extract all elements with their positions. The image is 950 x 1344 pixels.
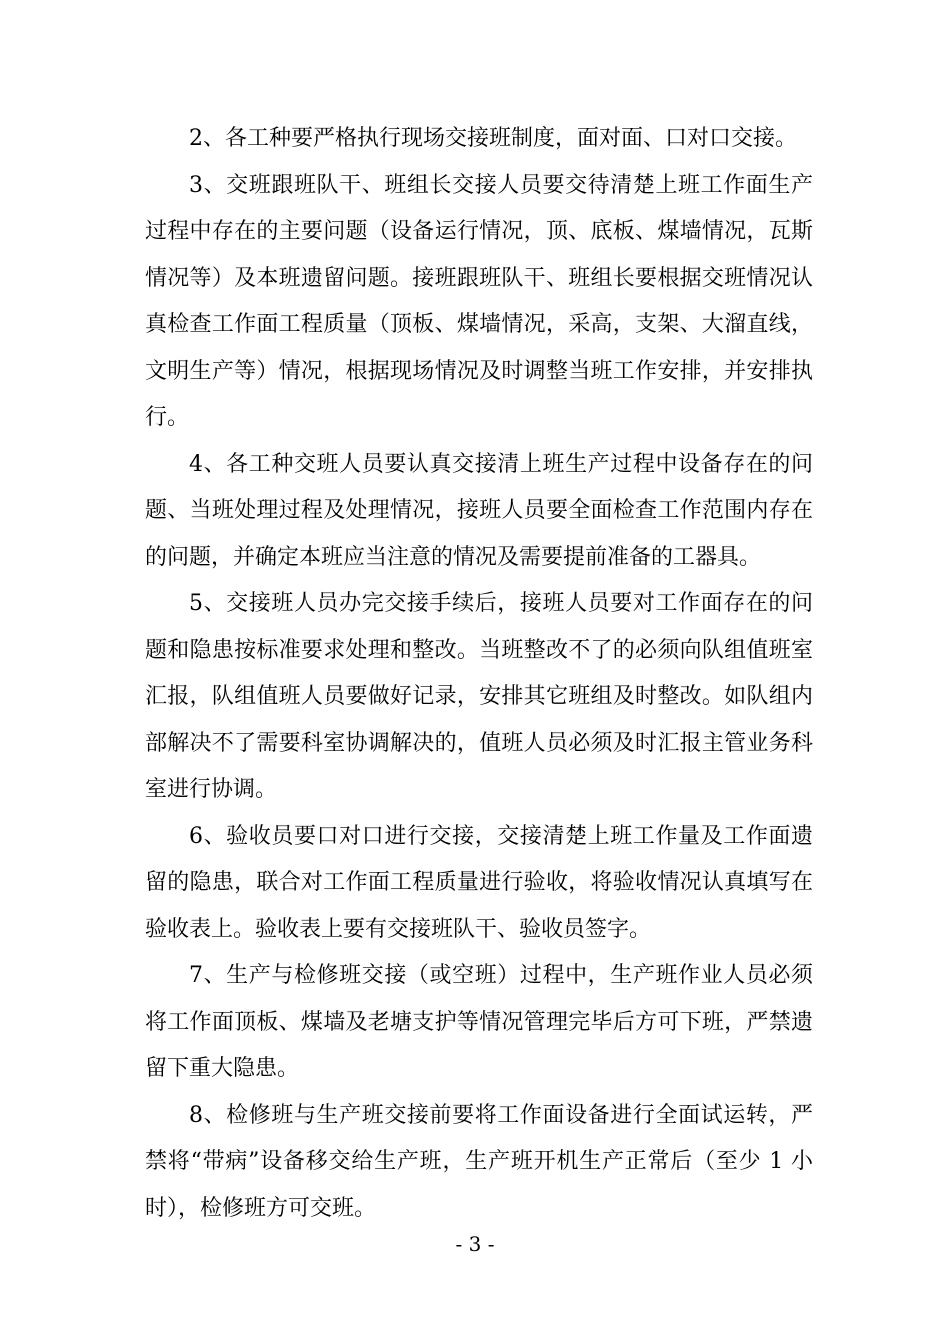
paragraph-item-6: 6、验收员要口对口进行交接，交接清楚上班工作量及工作面遗留的隐患，联合对工作面工程质量进行验收，将验收情况认真填写在验收表上。验收表上要有交接班队干、验收员签字。 (145, 823, 813, 942)
paragraph-item-3: 3、交班跟班队干、班组长交接人员要交待清楚上班工作面生产过程中存在的主要问题（设备运行情况，顶、底板、煤墙情况，瓦斯情况等）及本班遗留问题。接班跟班队干、班组长要根据交班情况认真检查工作面工程质量（顶板、煤墙情况，采高，支架、大溜直线，文明生产等）情况，根据现场情况及时调整当班工作安排，并安排执行。 (145, 172, 813, 430)
page-number: - 3 - (455, 1232, 495, 1256)
paragraph-item-4: 4、各工种交班人员要认真交接清上班生产过程中设备存在的问题、当班处理过程及处理情况，接班人员要全面检查工作范围内存在的问题，并确定本班应当注意的情况及需要提前准备的工器具。 (145, 451, 813, 570)
paragraph-item-8: 8、检修班与生产班交接前要将工作面设备进行全面试运转，严禁将“带病”设备移交给生产班，生产班开机生产正常后（至少 1 小时），检修班方可交班。 (145, 1102, 813, 1221)
paragraph-item-5: 5、交接班人员办完交接手续后，接班人员要对工作面存在的问题和隐患按标准要求处理和整改。当班整改不了的必须向队组值班室汇报，队组值班人员要做好记录，安排其它班组及时整改。如队组内部解决不了需要科室协调解决的，值班人员必须及时汇报主管业务科室进行协调。 (145, 591, 813, 802)
paragraph-item-2: 2、各工种要严格执行现场交接班制度，面对面、口对口交接。 (189, 126, 797, 151)
paragraph-item-7: 7、生产与检修班交接（或空班）过程中，生产班作业人员必须将工作面顶板、煤墙及老塘支护等情况管理完毕后方可下班，严禁遗留下重大隐患。 (145, 963, 813, 1081)
document-body (145, 116, 813, 1232)
